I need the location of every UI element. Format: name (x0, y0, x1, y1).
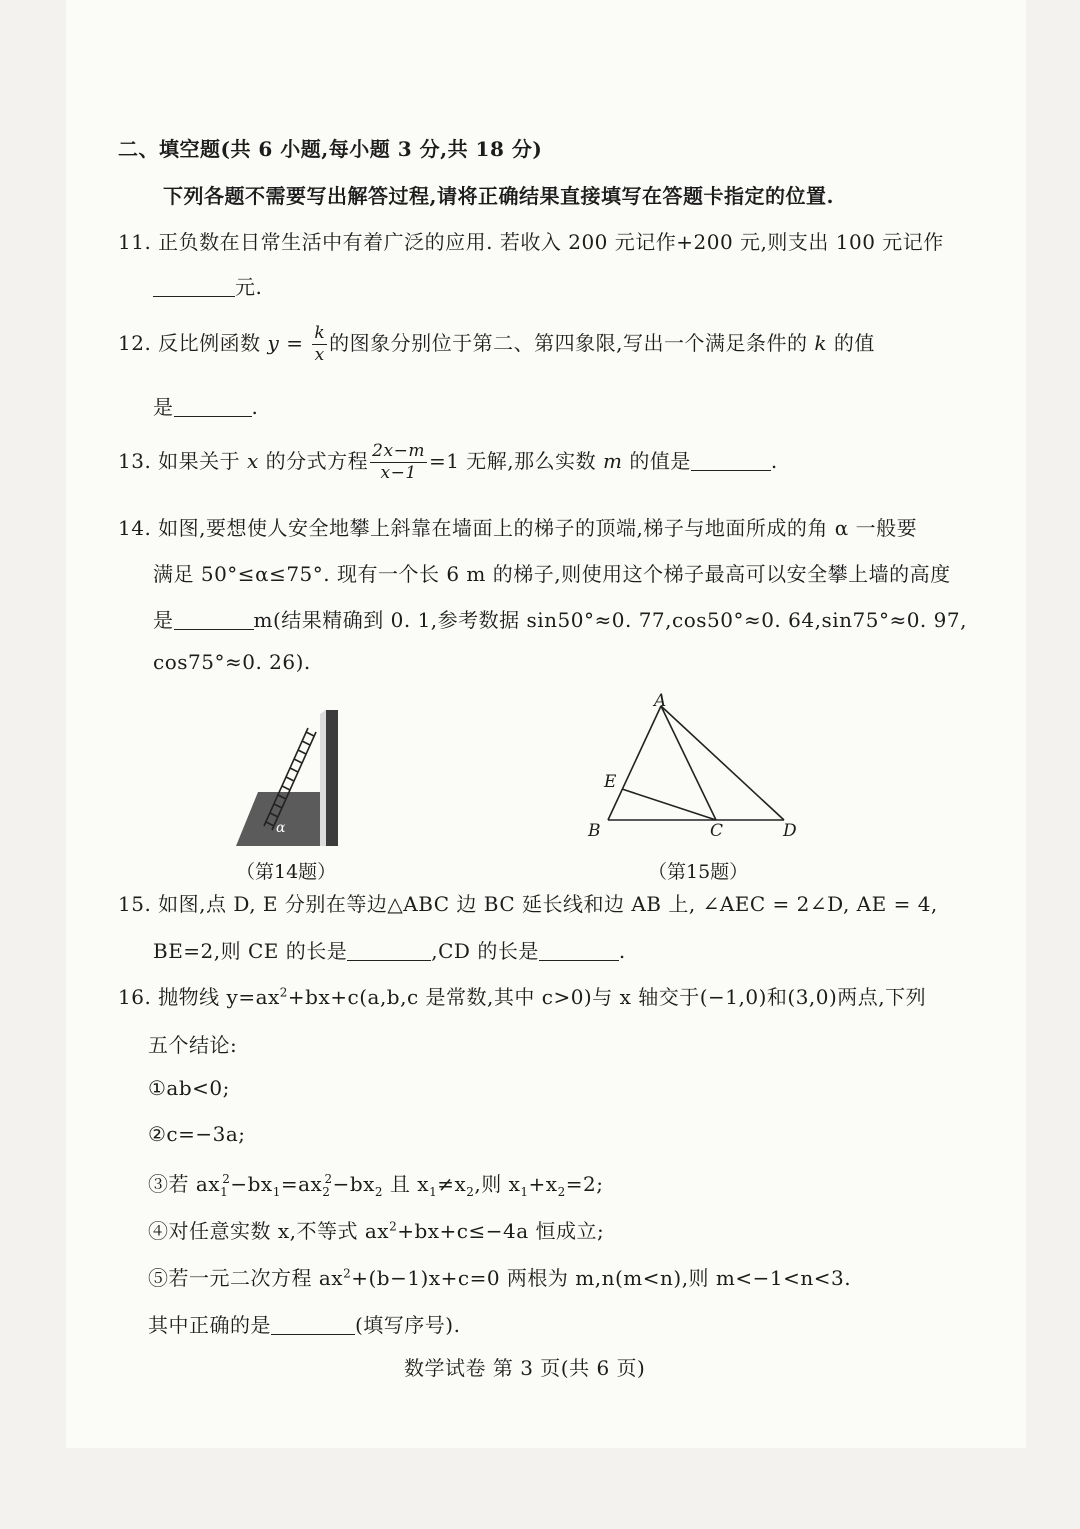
page-footer: 数学试卷 第 3 页(共 6 页) (404, 1356, 646, 1380)
section-title: 二、填空题(共 6 小题,每小题 3 分,共 18 分) (118, 137, 543, 161)
q15-blank-cd[interactable] (539, 940, 619, 961)
q16-c4-b: +bx+c≤−4a 恒成立; (397, 1219, 605, 1243)
q16-c3-c: =ax (280, 1172, 323, 1196)
q12-frac-den: x (314, 345, 325, 365)
figure-15-triangle (580, 692, 810, 847)
q12-answer-line (153, 391, 258, 420)
q12-text (118, 320, 875, 366)
vertex-d-label: D (783, 821, 797, 841)
vertex-c-label: C (710, 821, 724, 841)
q14-line4: cos75°≈0. 26). (153, 650, 311, 674)
q12-line2-suffix: . (251, 395, 259, 419)
q13-end: . (770, 449, 778, 473)
q12-frac-num: k (312, 323, 327, 345)
q16-c3-i: =2; (565, 1172, 604, 1196)
q16-line2: 五个结论: (148, 1033, 238, 1057)
q13-frac-num: 2x−m (370, 441, 427, 463)
q12-y-eq: y = (267, 331, 304, 355)
q16-c5-a: ⑤若一元二次方程 ax (148, 1266, 344, 1290)
q16-c3-f: ≠x (437, 1172, 467, 1196)
q13-eq: =1 无解,那么实数 (428, 449, 597, 473)
q16-c3-b: −bx (230, 1172, 273, 1196)
q13-x: x (247, 449, 259, 473)
q11-answer-line (153, 271, 262, 300)
q14-line1: 14. 如图,要想使人安全地攀上斜靠在墙面上的梯子的顶端,梯子与地面所成的角 α 一般要 (118, 516, 918, 540)
figure-14-ladder (230, 706, 350, 856)
q15-line2-prefix: BE=2,则 CE 的长是 (153, 939, 348, 963)
q14-line3-suffix: m(结果精确到 0. 1,参考数据 sin50°≈0. 77,cos50°≈0. 64,sin75°≈0. 97, (253, 608, 967, 632)
q16-last-prefix: 其中正确的是 (148, 1313, 271, 1337)
q13-blank[interactable] (691, 450, 771, 471)
q16-blank[interactable] (271, 1314, 355, 1335)
q13-m: m (603, 449, 623, 473)
q16-line1: 16. 抛物线 $y=ax^2+bx+c(a,b,c$ 是常数,其中 c>0)与 x 轴交于(−1,0)和(3,0)两点,下列 (118, 985, 927, 1009)
q12-blank[interactable] (174, 396, 252, 417)
q12-k: k (814, 331, 827, 355)
q16-answer-line (148, 1309, 460, 1338)
q14-line3-prefix: 是 (153, 608, 174, 632)
q16-conclusion-4: ④对任意实数 x,不等式 $ax^2+bx+c\le-4a$ 恒成立; (148, 1219, 605, 1243)
q13-frac-den: x−1 (380, 463, 417, 483)
wall-side (326, 710, 338, 846)
q15-line1: 15. 如图,点 D, E 分别在等边△ABC 边 BC 延长线和边 AB 上, ∠AEC = 2∠D, AE = 4, (118, 892, 938, 916)
q16-c3-d: −bx (332, 1172, 375, 1196)
figure-14-caption: （第14题） (236, 861, 337, 883)
vertex-a-label: A (654, 692, 667, 711)
q12-suffix: 的图象分别位于第二、第四象限,写出一个满足条件的 (329, 331, 808, 355)
q15-line2 (153, 935, 626, 964)
q14-line3 (153, 604, 967, 633)
q15-line2-end: . (618, 939, 626, 963)
q16-line1-a: 16. 抛物线 y=ax (118, 985, 280, 1009)
point-e-label: E (604, 772, 617, 792)
q11-suffix: 元. (235, 275, 263, 299)
triangle-lines (608, 706, 784, 820)
alpha-label: α (276, 820, 286, 836)
q13-middle: 的分式方程 (265, 449, 369, 473)
q15-blank-ce[interactable] (347, 940, 431, 961)
q12-fraction (312, 323, 327, 367)
wall-face (320, 710, 326, 846)
q16-conclusion-3: ③若 $ax_1^2-bx_1=ax_2^2-bx_2$ 且 $x_1\ne x_2$,则 $x_1+x_2=2$; (148, 1172, 604, 1199)
q16-line1-b: +bx+c(a,b,c 是常数,其中 c>0)与 x 轴交于(−1,0)和(3,0)两点,下列 (287, 985, 927, 1009)
q13-prefix: 13. 如果关于 (118, 449, 241, 473)
q16-c3-a: ③若 ax (148, 1172, 221, 1196)
q16-last-suffix: (填写序号). (355, 1313, 461, 1337)
vertex-b-label: B (588, 821, 601, 841)
q13-suffix: 的值是 (629, 449, 691, 473)
q16-conclusion-2: ②c=−3a; (148, 1122, 246, 1146)
q16-conclusion-1: ①ab<0; (148, 1076, 230, 1100)
q12-line2-prefix: 是 (153, 395, 174, 419)
q12-end: 的值 (833, 331, 875, 355)
q11-blank[interactable] (153, 276, 235, 297)
ground-block (236, 792, 326, 846)
section-instruction: 下列各题不需要写出解答过程,请将正确结果直接填写在答题卡指定的位置. (163, 184, 834, 208)
q16-conclusion-5: ⑤若一元二次方程 $ax^2+(b-1)x+c=0$ 两根为 m,n(m<n),则 m<−1<n<3. (148, 1266, 852, 1290)
figure-15-caption: （第15题） (648, 861, 749, 883)
q16-c5-b: +(b−1)x+c=0 两根为 m,n(m<n),则 m<−1<n<3. (351, 1266, 852, 1290)
q16-c3-e: 且 x (389, 1172, 430, 1196)
q16-c3-g: ,则 x (474, 1172, 521, 1196)
q12-prefix: 12. 反比例函数 (118, 331, 261, 355)
q13-text (118, 438, 778, 484)
q15-line2-mid: ,CD 的长是 (431, 939, 539, 963)
q13-fraction (370, 441, 427, 485)
q16-c3-h: +x (528, 1172, 558, 1196)
q16-c4-a: ④对任意实数 x,不等式 ax (148, 1219, 390, 1243)
q11-text: 11. 正负数在日常生活中有着广泛的应用. 若收入 200 元记作+200 元,则支出 100 元记作 (118, 230, 944, 254)
q14-line2: 满足 50°≤α≤75°. 现有一个长 6 m 的梯子,则使用这个梯子最高可以安全攀上墙的高度 (153, 562, 951, 586)
q14-blank[interactable] (174, 609, 254, 630)
